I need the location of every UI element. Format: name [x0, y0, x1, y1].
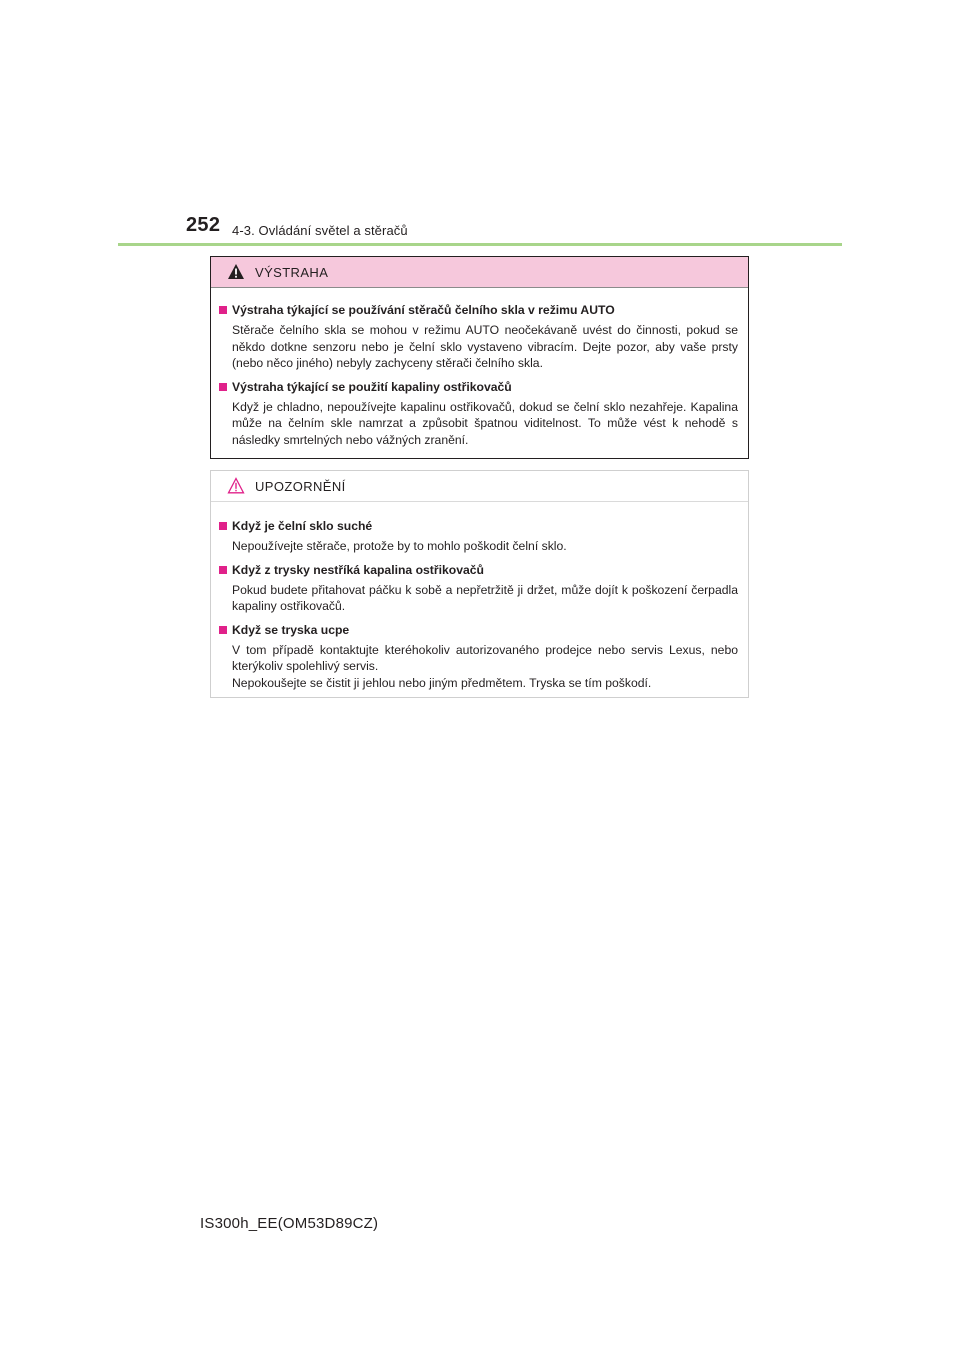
warning-box [210, 256, 749, 459]
header-rule [118, 243, 842, 246]
notice-item-text: Pokud budete přitahovat páčku k sobě a nepřetržitě ji držet, může dojít k poškození čerpadla kapaliny ostřikovačů. [232, 582, 738, 613]
warning-body [211, 288, 748, 448]
notice-item-title-text: Když je čelní sklo suché [232, 519, 373, 533]
bullet-square-icon [219, 383, 227, 391]
notice-box [210, 470, 749, 698]
warning-item-title-text: Výstraha týkající se používání stěračů čelního skla v režimu AUTO [232, 303, 615, 317]
document-code: IS300h_EE(OM53D89CZ) [200, 1215, 379, 1232]
notice-label: UPOZORNĚNÍ [255, 479, 346, 494]
warning-item-text: Když je chladno, nepoužívejte kapalinu ostřikovačů, dokud se čelní sklo nezahřeje. Kapalina může na čelním skle namrzat a způsobit špatnou viditelnost. To může vést k nehodě s následky smrtelných nebo vážných zranění. [232, 399, 738, 447]
notice-item-text: V tom případě kontaktujte kteréhokoliv autorizovaného prodejce nebo servis Lexus, nebo kterýkoliv spolehlivý servis. [232, 642, 738, 673]
notice-item [219, 621, 738, 692]
page-number: 252 [186, 214, 221, 236]
notice-item [219, 561, 738, 615]
warning-item-title [219, 301, 738, 319]
warning-label: VÝSTRAHA [255, 265, 329, 280]
notice-item-title-text: Když se tryska ucpe [232, 622, 350, 637]
notice-item-title [219, 621, 738, 639]
notice-item-text-2: Nepokoušejte se čistit ji jehlou nebo jiným předmětem. Tryska se tím poškodí. [232, 675, 652, 690]
warning-item [219, 378, 738, 449]
bullet-square-icon [219, 522, 227, 530]
notice-item [219, 517, 738, 555]
bullet-square-icon [219, 626, 227, 634]
notice-item-text: Nepoužívejte stěrače, protože by to mohlo poškodit čelní sklo. [232, 539, 567, 553]
warning-item [219, 301, 738, 372]
notice-item-title [219, 517, 738, 535]
warning-header [211, 257, 748, 288]
warning-triangle-filled-icon [227, 263, 245, 280]
warning-item-title-text: Výstraha týkající se použití kapaliny ostřikovačů [232, 379, 512, 394]
warning-item-title [219, 378, 738, 396]
notice-body [211, 502, 748, 691]
warning-triangle-outline-icon [227, 477, 245, 494]
notice-item-title [219, 561, 738, 579]
notice-header [211, 471, 748, 502]
warning-item-text: Stěrače čelního skla se mohou v režimu AUTO neočekávaně uvést do činnosti, pokud se někdo dotkne senzoru nebo je čelní sklo vystaveno vibracím. Dejte pozor, aby vaše prsty (nebo něco jiného) nebyly zachyceny stěrači čelního skla. [232, 323, 738, 370]
notice-item-title-text: Když z trysky nestříká kapalina ostřikovačů [232, 562, 484, 577]
bullet-square-icon [219, 566, 227, 574]
section-title: 4-3. Ovládání světel a stěračů [232, 223, 408, 238]
bullet-square-icon [219, 306, 227, 314]
